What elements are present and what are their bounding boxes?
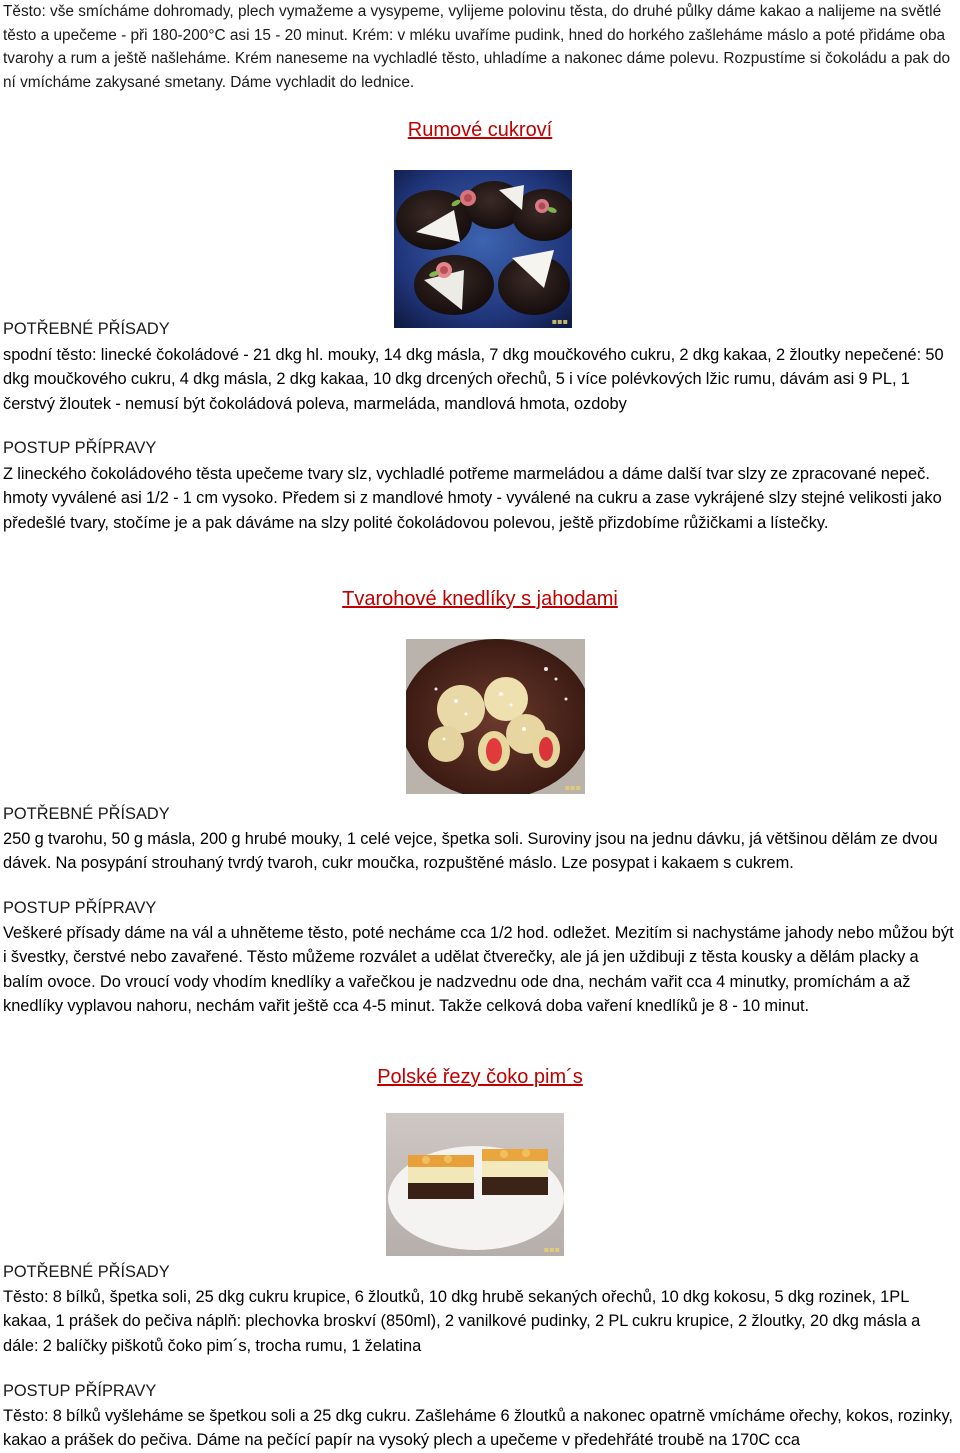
ingredients-text-rumove-cukrovi [3, 343, 958, 416]
photo-polske-rezy-drawing [386, 1113, 564, 1256]
ingredients-label-tvarohove-knedliky: POTŘEBNÉ PŘÍSADY [3, 805, 170, 823]
ingredients-paragraph: Těsto: 8 bílků, špetka soli, 25 dkg cukru krupice, 6 žloutků, 10 dkg hrubě sekaných ořechů, 10 dkg kokosu, 5 dkg rozinek, 1PL kakaa, 1 prášek do pečiva náplň: plechovka broskví (850ml), 2 vanilkové pudinky, 2 PL cukru krupice, 2 žloutky, 20 dkg másla a dále: 2 balíčky piškotů čoko pim´s, trocha rumu, 1 želatina [3, 1288, 921, 1355]
method-label-polske-rezy: POSTUP PŘÍPRAVY [3, 1382, 157, 1400]
photo-tvarohove-knedliky [406, 639, 585, 794]
ingredients-paragraph: spodní těsto: linecké čokoládové - 21 dkg hl. mouky, 14 dkg másla, 7 dkg moučkového cukru, 2 dkg kakaa, 2 žloutky nepečené: 50 dkg moučkového cukru, 4 dkg másla, 2 dkg kakaa, 10 dkg drcených ořechů, 5 i více polévkových lžic rumu, dávám asi 9 PL, 1 čerstvý žloutek - nemusí být čokoládová poleva, marmeláda, mandlová hmota, ozdoby [3, 346, 944, 413]
ingredients-paragraph: 250 g tvarohu, 50 g másla, 200 g hrubé mouky, 1 celé vejce, špetka soli. Suroviny jsou na jednu dávku, já většinou dělám ze dvou dávek. Na posypání strouhaný tvrdý tvaroh, cukr moučka, rozpuštěné máslo. Lze posypat i kakaem s cukrem. [3, 830, 938, 873]
photo-tvarohove-knedliky-drawing [406, 639, 585, 794]
ingredients-label-rumove-cukrovi: POTŘEBNÉ PŘÍSADY [3, 320, 170, 338]
method-paragraph: Těsto: 8 bílků vyšleháme se špetkou soli a 25 dkg cukru. Zašleháme 6 žloutků a nakonec opatrně vmícháme ořechy, kokos, rozinky, kakao a prášek do pečiva. Dáme na pečící papír na vysoký plech a upečeme v předehřáté troubě na 170C cca [3, 1407, 953, 1450]
recipe-title-polske-rezy[interactable]: Polské řezy čoko pim´s [377, 1066, 583, 1088]
photo-watermark: ▪▪▪ [551, 317, 568, 326]
method-text-rumove-cukrovi [3, 462, 958, 535]
method-paragraph: Veškeré přísady dáme na vál a uhněteme těsto, poté necháme cca 1/2 hod. odležet. Mezitím si nachystáme jahody nebo můžou být i švestky, čerstvé nebo zavařené. Těsto můžeme rozválet a udělat čtverečky, ale já jen uždibuji z těsta kousky a dělám placky a balím ovoce. Do vroucí vody vhodím knedlíky a vařečkou je nadzvednu ode dna, nechám vařit cca 4 minutky, promíchám a až knedlíky vyplavou nahoru, nechám vařit ještě cca 4-5 minut. Takže celková doba vaření knedlíků je 8 - 10 minut. [3, 924, 954, 1015]
ingredients-text-tvarohove-knedliky [3, 827, 958, 876]
method-paragraph: Z lineckého čokoládového těsta upečeme tvary slz, vychladlé potřeme marmeládou a dáme další tvar slzy ze zpracované nepeč. hmoty vyválené asi 1/2 - 1 cm vysoko. Předem si z mandlové hmoty - vyválené na cukru a zase vykrájené slzy stejné velikosti jako předešlé tvary, stočíme je a pak dáváme na slzy polité čokoládovou polevou, ještě přizdobíme růžičkami a lístečky. [3, 465, 942, 532]
method-text-polske-rezy [3, 1404, 958, 1453]
recipe-title-rumove-cukrovi[interactable]: Rumové cukroví [407, 119, 553, 141]
photo-rumove-cukrovi-drawing [394, 170, 572, 328]
method-text-tvarohove-knedliky [3, 921, 958, 1018]
photo-polske-rezy [386, 1113, 564, 1256]
photo-watermark: ▪▪▪ [543, 1245, 560, 1254]
ingredients-label-polske-rezy: POTŘEBNÉ PŘÍSADY [3, 1263, 170, 1281]
ingredients-text-polske-rezy [3, 1285, 958, 1358]
recipe-title-tvarohove-knedliky[interactable]: Tvarohové knedlíky s jahodami [342, 588, 618, 610]
photo-watermark: ▪▪▪ [564, 783, 581, 792]
method-label-tvarohove-knedliky: POSTUP PŘÍPRAVY [3, 899, 157, 917]
photo-rumove-cukrovi [394, 170, 572, 328]
intro-paragraph [3, 0, 953, 94]
method-label-rumove-cukrovi: POSTUP PŘÍPRAVY [3, 439, 157, 457]
intro-text: Těsto: vše smícháme dohromady, plech vymažeme a vysypeme, vylijeme polovinu těsta, do druhé půlky dáme kakao a nalijeme na světlé těsto a upečeme - při 180-200°C asi 15 - 20 minut. Krém: v mléku uvaříme pudink, hned do horkého zašleháme máslo a poté přidáme oba tvarohy a rum a ještě našleháme. Krém naneseme na vychladlé těsto, uhladíme a nakonec dáme polevu. Rozpustíme si čokoládu a pak do ní vmícháme zakysané smetany. Dáme vychladit do lednice. [3, 3, 951, 91]
